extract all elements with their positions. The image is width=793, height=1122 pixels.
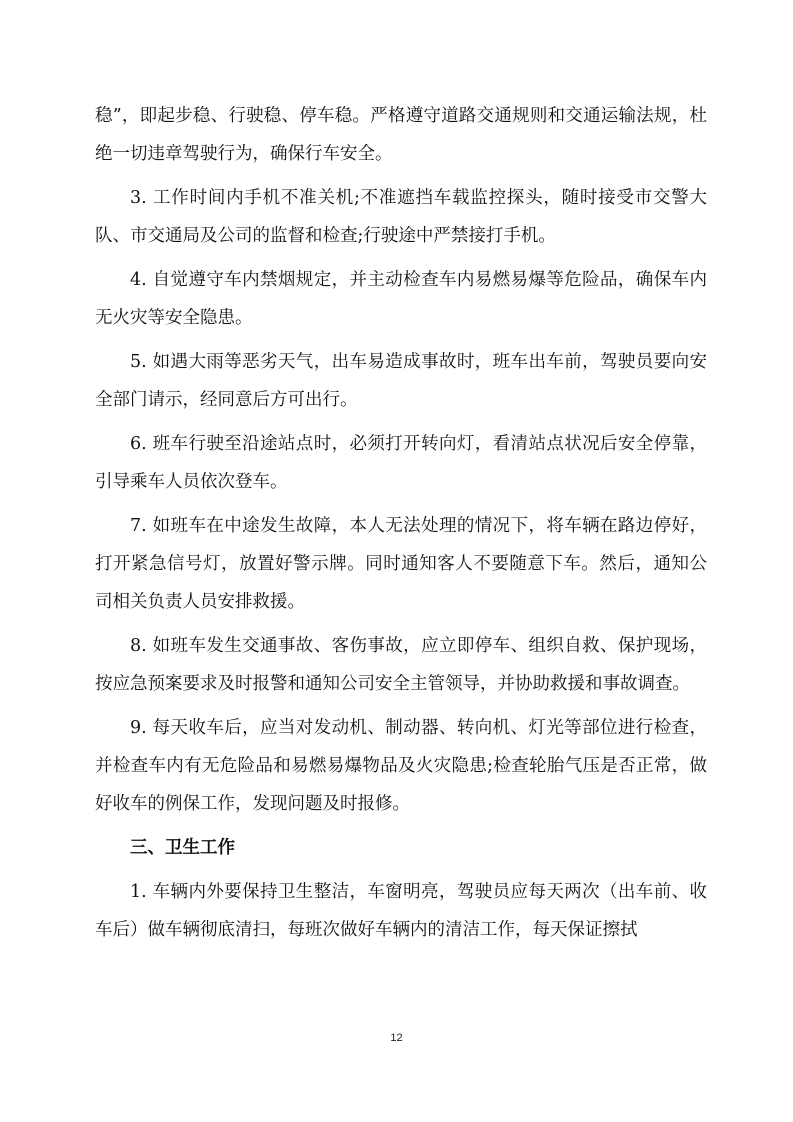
paragraph-item-6: 6. 班车行驶至沿途站点时，必须打开转向灯，看清站点状况后安全停靠，引导乘车人员依次登车。: [95, 434, 707, 492]
paragraph-item-3: 3. 工作时间内手机不准关机;不准遮挡车载监控探头，随时接受市交警大队、市交通局及公司的监督和检查;行驶途中严禁接打手机。: [95, 188, 707, 246]
document-body: [95, 97, 707, 955]
paragraph-hygiene-1: 1. 车辆内外要保持卫生整洁，车窗明亮，驾驶员应每天两次（出车前、收车后）做车辆彻底清扫，每班次做好车辆内的清洁工作，每天保证擦拭: [95, 882, 707, 940]
paragraph-item-8: 8. 如班车发生交通事故、客伤事故，应立即停车、组织自救、保护现场，按应急预案要求及时报警和通知公司安全主管领导，并协助救援和事故调查。: [95, 636, 707, 694]
paragraph-item-9: 9. 每天收车后，应当对发动机、制动器、转向机、灯光等部位进行检查，并检查车内有无危险品和易燃易爆物品及火灾隐患;检查轮胎气压是否正常，做好收车的例保工作，发现问题及时报修。: [95, 718, 707, 814]
paragraph-item-4: 4. 自觉遵守车内禁烟规定，并主动检查车内易燃易爆等危险品，确保车内无火灾等安全隐患。: [95, 270, 707, 328]
section-heading: 三、卫生工作: [130, 838, 235, 858]
paragraph-item-7: 7. 如班车在中途发生故障，本人无法处理的情况下，将车辆在路边停好，打开紧急信号灯，放置好警示牌。同时通知客人不要随意下车。然后，通知公司相关负责人员安排救援。: [95, 516, 707, 612]
paragraph-item-5: 5. 如遇大雨等恶劣天气，出车易造成事故时，班车出车前，驾驶员要向安全部门请示，经同意后方可出行。: [95, 352, 707, 410]
paragraph-continuation: 稳”，即起步稳、行驶稳、停车稳。严格遵守道路交通规则和交通运输法规，杜绝一切违章驾驶行为，确保行车安全。: [95, 106, 707, 164]
page-number: 12: [390, 1032, 403, 1044]
